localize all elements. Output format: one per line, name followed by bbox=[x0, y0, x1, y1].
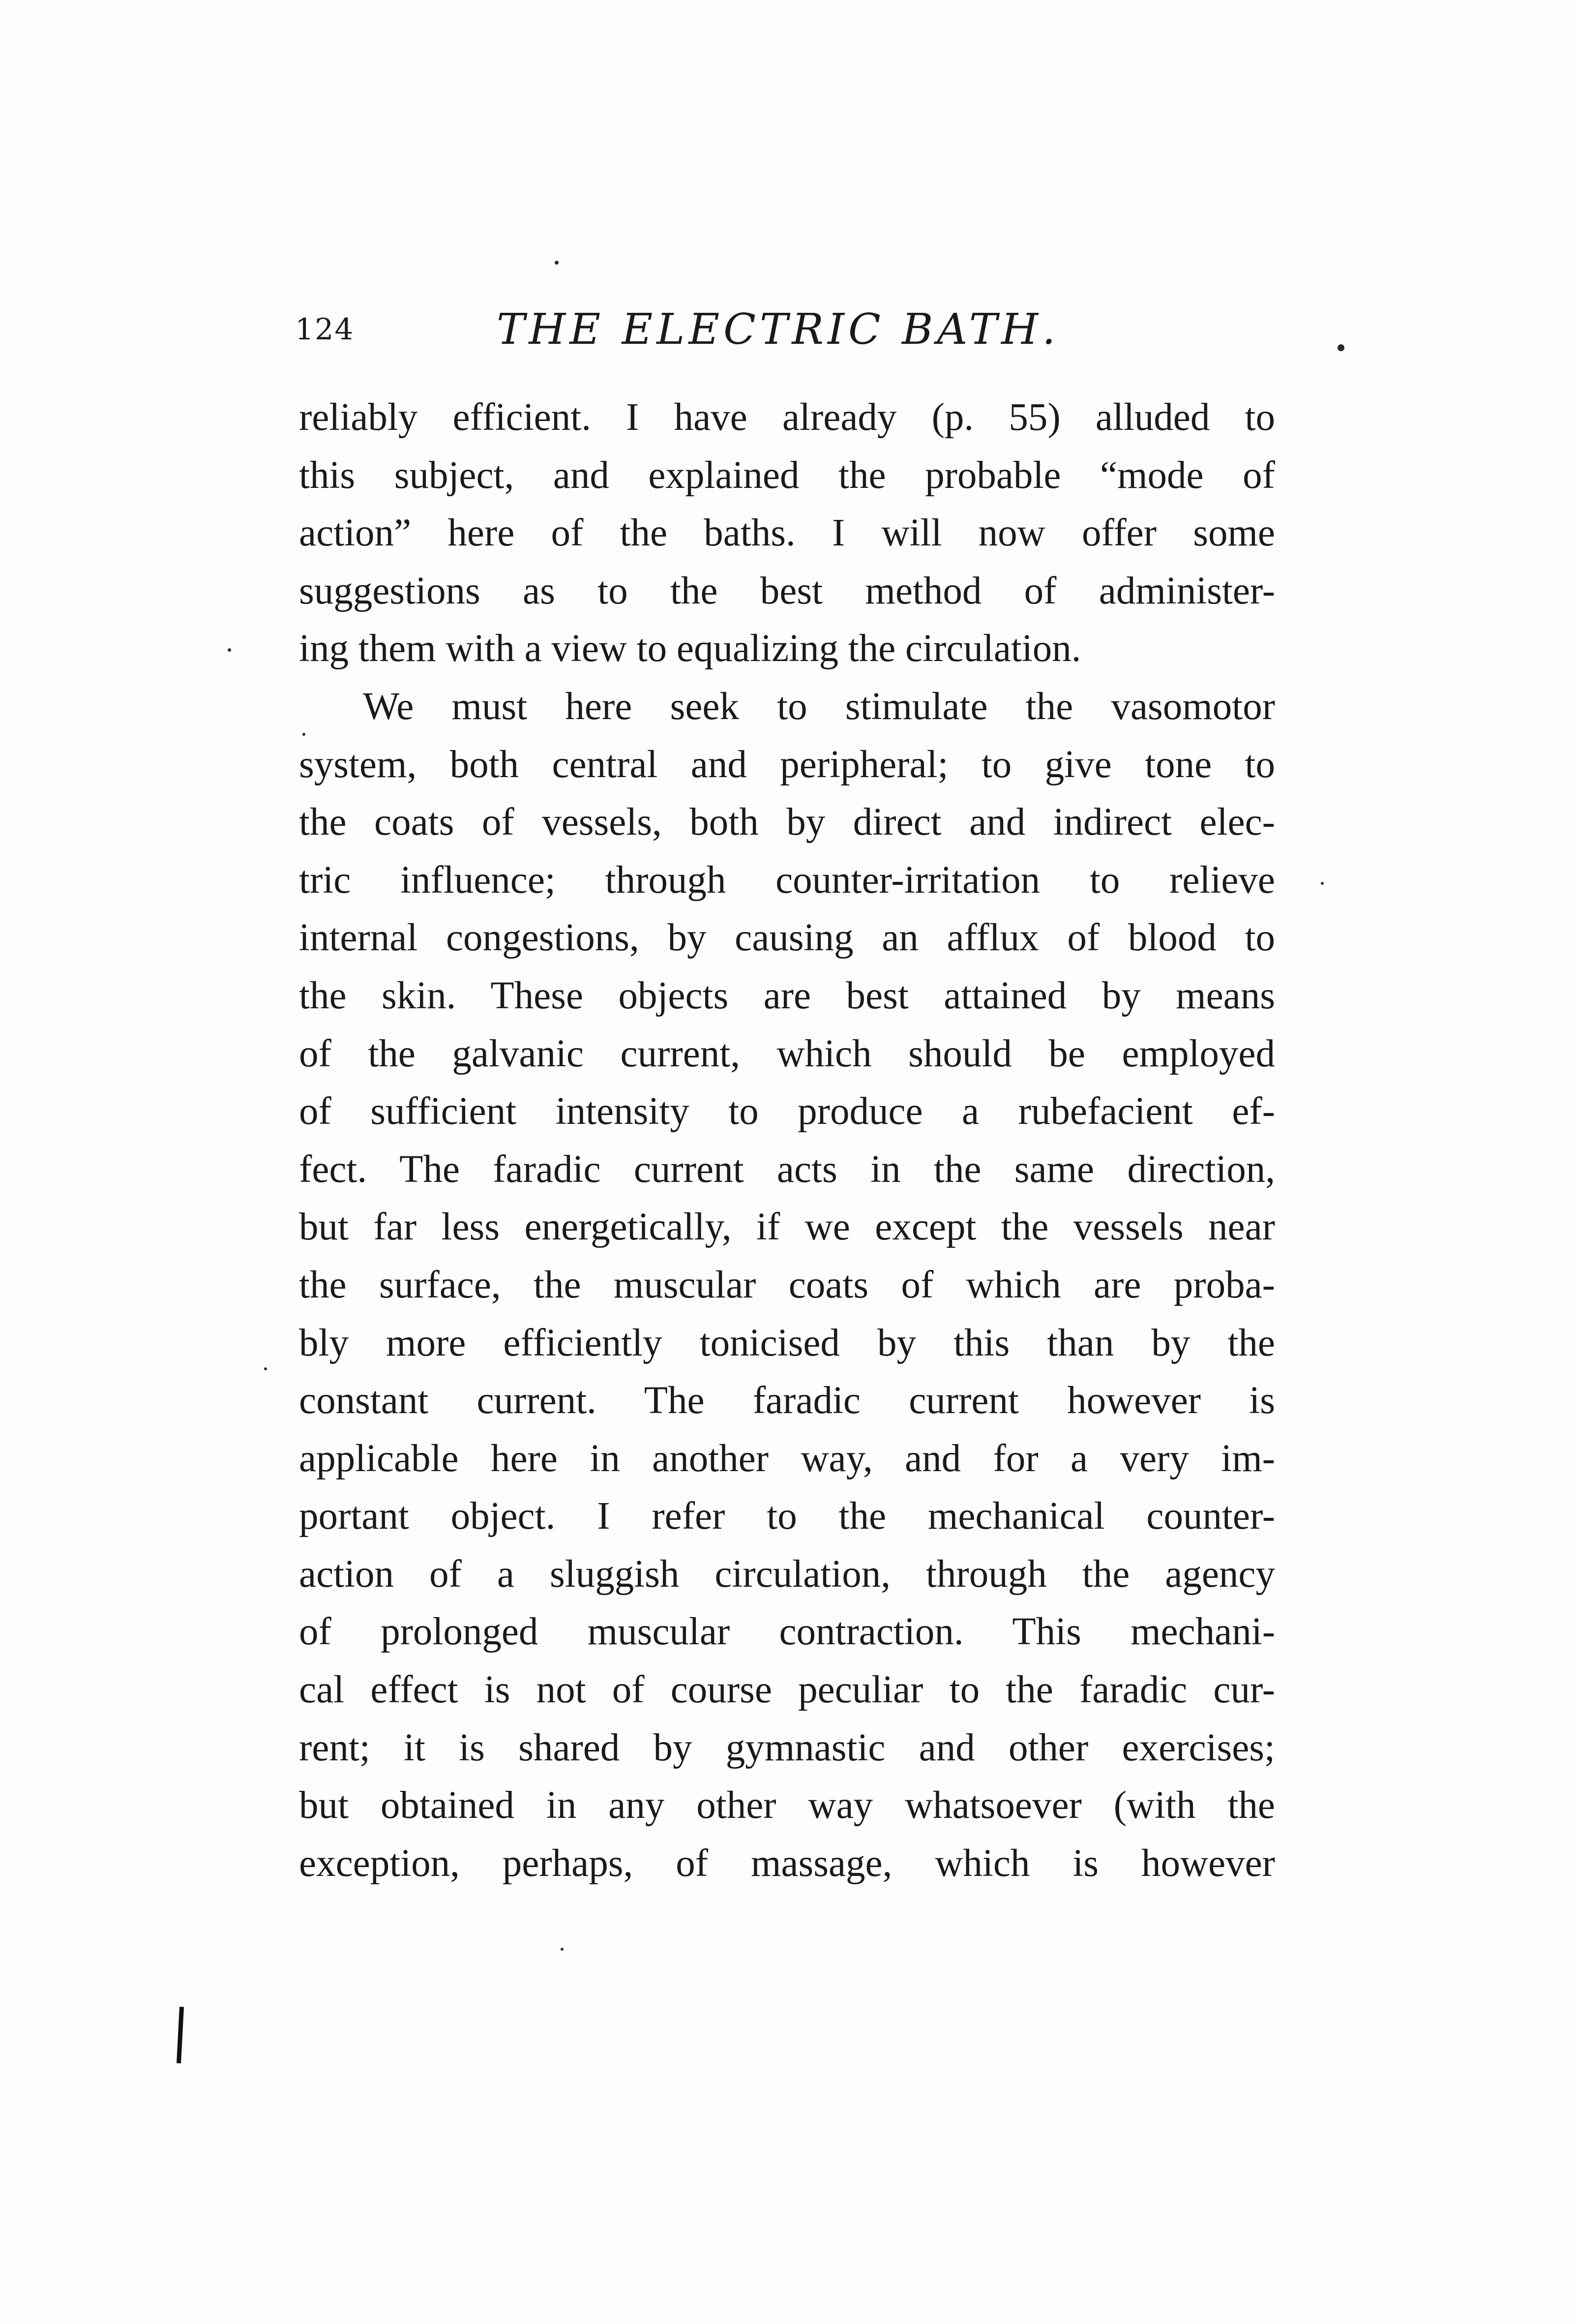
text-line: but obtained in any other way whatsoever (with the bbox=[299, 1784, 1275, 1827]
text-line: the surface, the muscular coats of which are proba- bbox=[299, 1263, 1275, 1306]
text-line: cal effect is not of course peculiar to the faradic cur- bbox=[299, 1668, 1275, 1712]
text-line: tric influence; through counter-irritation to relieve bbox=[299, 858, 1275, 902]
text-line: action of a sluggish circulation, through the agency bbox=[299, 1552, 1275, 1596]
text-line: bly more efficiently tonicised by this than by the bbox=[299, 1321, 1275, 1364]
text-line: of prolonged muscular contraction. This mechani- bbox=[299, 1610, 1275, 1654]
text-line: applicable here in another way, and for a very im- bbox=[299, 1437, 1275, 1480]
text-line: the skin. These objects are best attained by means bbox=[299, 974, 1275, 1017]
text-line: We must here seek to stimulate the vasomotor bbox=[363, 685, 1275, 728]
scan-speck bbox=[228, 648, 231, 652]
scan-speck bbox=[264, 1367, 267, 1370]
scan-speck bbox=[561, 1948, 564, 1951]
running-head: THE ELECTRIC BATH. bbox=[497, 305, 1060, 354]
text-line: of the galvanic current, which should be employed bbox=[299, 1032, 1275, 1075]
text-line: of sufficient intensity to produce a rubefacient ef- bbox=[299, 1090, 1275, 1133]
text-line: portant object. I refer to the mechanical counter- bbox=[299, 1495, 1275, 1538]
scan-speck bbox=[302, 733, 305, 736]
page-header bbox=[295, 300, 1279, 359]
text-line: this subject, and explained the probable “mode of bbox=[299, 453, 1275, 497]
body-text bbox=[299, 389, 1275, 1892]
text-line: internal congestions, by causing an afflux of blood to bbox=[299, 916, 1275, 960]
page-number: 124 bbox=[295, 312, 355, 347]
text-line: rent; it is shared by gymnastic and other exercises; bbox=[299, 1726, 1275, 1769]
text-line: exception, perhaps, of massage, which is however bbox=[299, 1841, 1275, 1885]
text-line: action” here of the baths. I will now offer some bbox=[299, 512, 1275, 555]
text-line: constant current. The faradic current however is bbox=[299, 1379, 1275, 1422]
margin-mark bbox=[177, 2007, 184, 2063]
scan-speck bbox=[1321, 882, 1324, 885]
text-line: reliably efficient. I have already (p. 55) alluded to bbox=[299, 396, 1275, 439]
text-line: ing them with a view to equalizing the circulation. bbox=[299, 627, 1081, 670]
text-line: suggestions as to the best method of administer- bbox=[299, 569, 1275, 612]
text-line: system, both central and peripheral; to give tone to bbox=[299, 743, 1275, 786]
text-line: fect. The faradic current acts in the same direction, bbox=[299, 1147, 1275, 1191]
scan-speck bbox=[555, 261, 559, 265]
text-line: but far less energetically, if we except the vessels near bbox=[299, 1206, 1275, 1249]
scan-speck bbox=[1338, 344, 1344, 351]
text-line: the coats of vessels, both by direct and indirect elec- bbox=[299, 801, 1275, 844]
